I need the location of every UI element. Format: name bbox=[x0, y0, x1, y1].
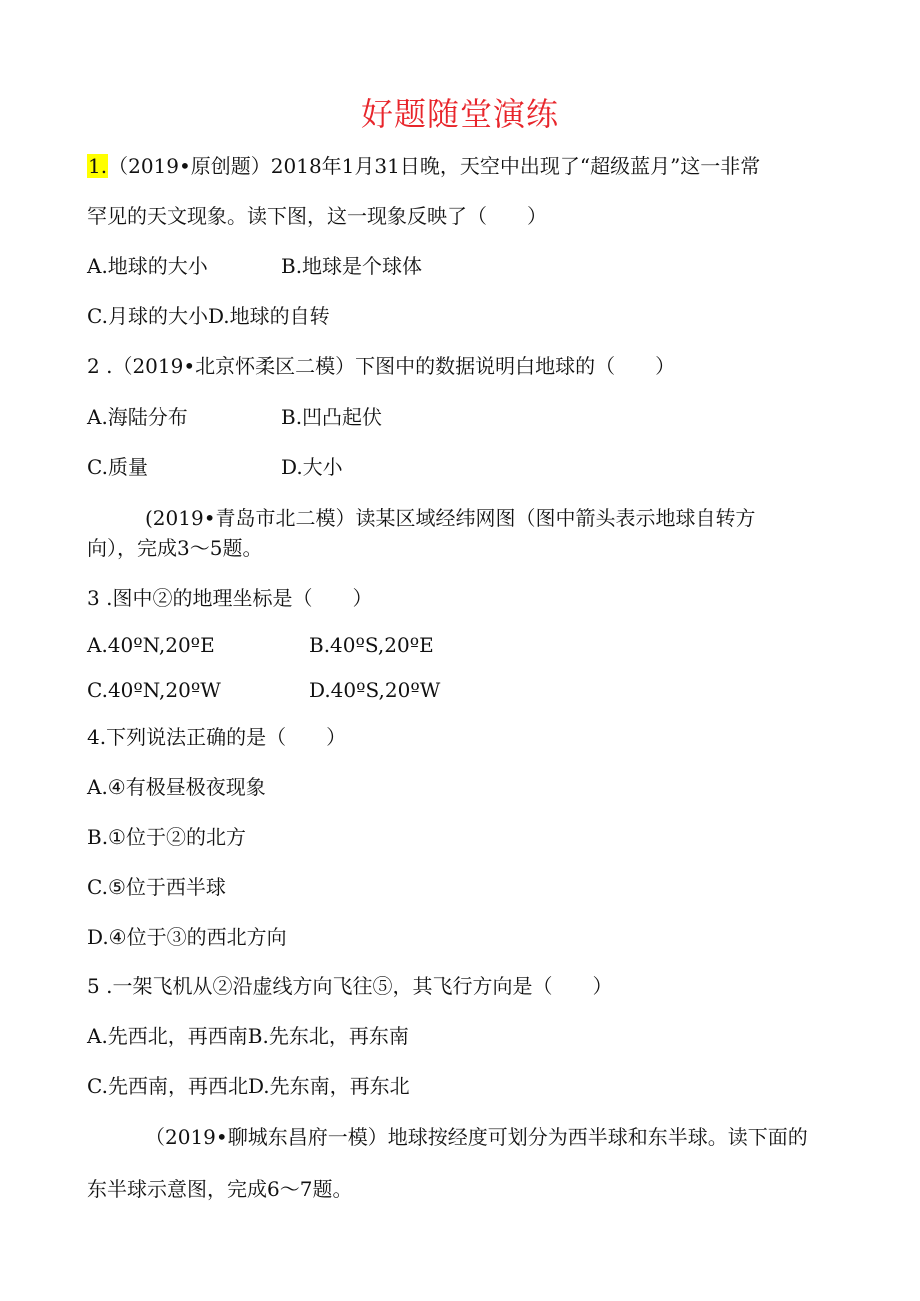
q3-option-d: D.40ºS,20ºW bbox=[309, 678, 441, 702]
q2-stem: 2 .（2019•北京怀柔区二模）下图中的数据说明白地球的（ ） bbox=[87, 354, 676, 378]
q1-number-highlight: 1. bbox=[88, 154, 108, 178]
q5-option-cd: C.先西南，再西北D.先东南，再东北 bbox=[87, 1074, 410, 1098]
q1-option-a: A.地球的大小 bbox=[87, 254, 208, 278]
q1-stem-line2: 罕见的天文现象。读下图，这一现象反映了（ ） bbox=[87, 204, 547, 228]
q4-option-c: C.⑤位于西半球 bbox=[87, 875, 226, 899]
q3-option-a: A.40ºN,20ºE bbox=[87, 633, 215, 657]
q1-stem-line1 bbox=[87, 153, 760, 179]
intro-3-5-line1: (2019•青岛市北二模）读某区域经纬网图（图中箭头表示地球自转方 bbox=[145, 506, 756, 530]
intro-6-7-line2: 东半球示意图，完成6～7题。 bbox=[87, 1177, 353, 1201]
q4-option-a: A.④有极昼极夜现象 bbox=[87, 775, 266, 799]
intro-6-7-line1: （2019•聊城东昌府一模）地球按经度可划分为西半球和东半球。读下面的 bbox=[145, 1125, 808, 1149]
q4-option-d: D.④位于③的西北方向 bbox=[87, 925, 287, 949]
q2-option-d: D.大小 bbox=[281, 455, 343, 479]
q4-stem: 4.下列说法正确的是（ ） bbox=[87, 725, 347, 749]
q4-option-b: B.①位于②的北方 bbox=[87, 825, 246, 849]
q2-option-b: B.凹凸起伏 bbox=[281, 405, 383, 429]
q2-option-a: A.海陆分布 bbox=[87, 405, 188, 429]
q5-option-ab: A.先西北，再西南B.先东北，再东南 bbox=[87, 1024, 409, 1048]
q1-option-cd: C.月球的大小D.地球的自转 bbox=[87, 304, 330, 328]
q1-option-b: B.地球是个球体 bbox=[281, 254, 423, 278]
q3-stem: 3 .图中②的地理坐标是（ ） bbox=[87, 586, 373, 610]
intro-3-5-line2: 向），完成3～5题。 bbox=[87, 536, 263, 560]
q5-stem: 5 .一架飞机从②沿虚线方向飞往⑤，其飞行方向是（ ） bbox=[87, 974, 613, 998]
page-title: 好题随堂演练 bbox=[360, 95, 559, 133]
q3-option-c: C.40ºN,20ºW bbox=[87, 678, 221, 702]
q3-option-b: B.40ºS,20ºE bbox=[309, 633, 434, 657]
q2-option-c: C.质量 bbox=[87, 455, 148, 479]
q1-stem-text: （2019•原创题）2018年1月31日晚，天空中出现了“超级蓝月”这一非常 bbox=[108, 154, 761, 178]
